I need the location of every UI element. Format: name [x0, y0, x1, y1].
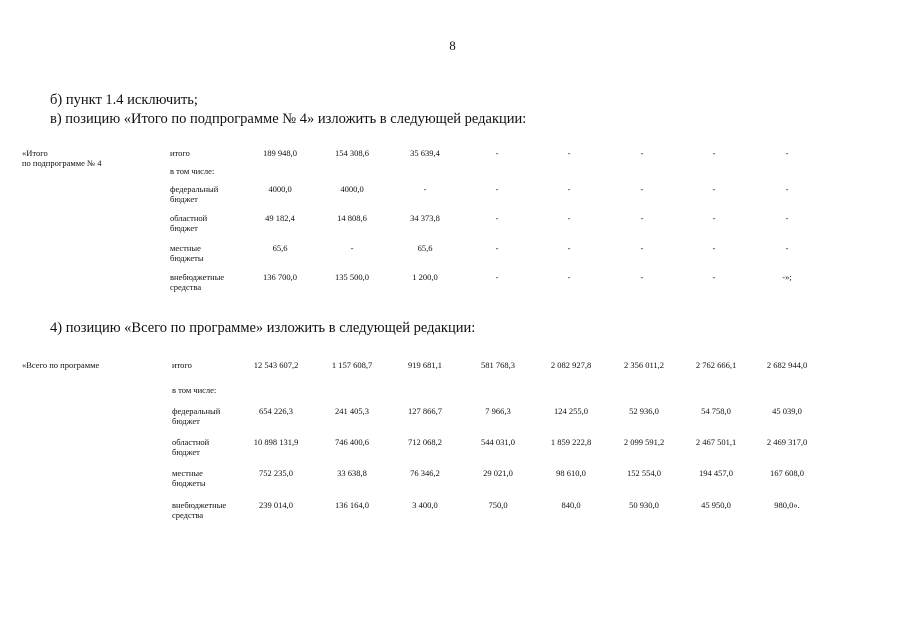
row-name: федеральный: [170, 184, 219, 194]
table-cell: 50 930,0: [629, 500, 659, 510]
table-cell: 124 255,0: [554, 406, 588, 416]
table-cell: 49 182,4: [265, 213, 295, 223]
table-cell: -: [567, 272, 571, 282]
row-name: местные: [172, 468, 203, 478]
table-cell: 10 898 131,9: [253, 437, 299, 447]
table-cell: 919 681,1: [408, 360, 442, 370]
table-cell: -: [567, 243, 571, 253]
row-name: федеральный: [172, 406, 221, 416]
table-cell: -: [785, 148, 789, 158]
table-cell: 4000,0: [340, 184, 364, 194]
table-cell: -: [495, 184, 499, 194]
table-cell: 33 638,8: [337, 468, 367, 478]
row-name: областной: [170, 213, 208, 223]
row-name-line2: бюджет: [172, 416, 200, 426]
table-cell: -: [712, 243, 716, 253]
table-cell: -: [567, 184, 571, 194]
table-cell: -»;: [782, 272, 792, 282]
table-cell: -: [640, 148, 644, 158]
table-cell: -: [640, 213, 644, 223]
row-name: местные: [170, 243, 201, 253]
table-cell: 4000,0: [268, 184, 292, 194]
table-cell: 840,0: [561, 500, 581, 510]
paragraph-4: 4) позицию «Всего по программе» изложить в следующей редакции:: [50, 320, 476, 336]
row-name: итого: [172, 360, 192, 370]
table-cell: 14 808,6: [337, 213, 367, 223]
table-cell: 167 608,0: [770, 468, 804, 478]
table-cell: 136 700,0: [263, 272, 297, 282]
page-number: 8: [449, 38, 456, 53]
row-name-line2: бюджет: [170, 223, 198, 233]
table-cell: -: [712, 184, 716, 194]
table-cell: 712 068,2: [408, 437, 442, 447]
table-cell: 12 543 607,2: [253, 360, 299, 370]
table-cell: -: [712, 148, 716, 158]
table-cell: 750,0: [488, 500, 508, 510]
table-cell: 2 099 591,2: [623, 437, 665, 447]
table-cell: -: [785, 213, 789, 223]
table-cell: 76 346,2: [410, 468, 440, 478]
table-cell: 152 554,0: [627, 468, 661, 478]
table1-label-line2: по подпрограмме № 4: [22, 158, 102, 168]
paragraph-v: в) позицию «Итого по подпрограмме № 4» изложить в следующей редакции:: [50, 111, 527, 127]
table-cell: -: [712, 213, 716, 223]
table-cell: -: [350, 243, 354, 253]
row-name: внебюджетные: [170, 272, 225, 282]
row-name: в том числе:: [170, 166, 215, 176]
row-name-line2: бюджет: [172, 447, 200, 457]
table-cell: 34 373,8: [410, 213, 440, 223]
table-cell: -: [495, 148, 499, 158]
table-cell: 35 639,4: [410, 148, 440, 158]
table-cell: 2 356 011,2: [623, 360, 665, 370]
table-cell: 752 235,0: [259, 468, 293, 478]
table-cell: -: [712, 272, 716, 282]
table-cell: 45 039,0: [772, 406, 802, 416]
table-cell: 544 031,0: [481, 437, 515, 447]
table-cell: 189 948,0: [263, 148, 297, 158]
row-name: областной: [172, 437, 210, 447]
table-cell: 136 164,0: [335, 500, 369, 510]
table-cell: 65,6: [272, 243, 288, 253]
table-cell: 7 966,3: [485, 406, 511, 416]
table-cell: 3 400,0: [412, 500, 438, 510]
table-cell: 135 500,0: [335, 272, 369, 282]
table-cell: 194 457,0: [699, 468, 733, 478]
table-cell: 52 936,0: [629, 406, 659, 416]
row-name-line2: бюджет: [170, 194, 198, 204]
table-cell: 45 950,0: [701, 500, 731, 510]
row-name-line2: средства: [170, 282, 202, 292]
table-cell: -: [567, 213, 571, 223]
row-name: итого: [170, 148, 190, 158]
table-cell: -: [495, 272, 499, 282]
table-cell: 29 021,0: [483, 468, 513, 478]
paragraph-b: б) пункт 1.4 исключить;: [50, 92, 198, 108]
table-cell: 2 682 944,0: [766, 360, 808, 370]
table-cell: 65,6: [417, 243, 433, 253]
table-cell: 1 157 608,7: [331, 360, 373, 370]
table-cell: 54 758,0: [701, 406, 731, 416]
table1-label-line1: «Итого: [22, 148, 48, 158]
table-cell: 2 082 927,8: [550, 360, 592, 370]
table-cell: 98 610,0: [556, 468, 586, 478]
table-cell: 980,0».: [774, 500, 800, 510]
table-cell: 1 859 222,8: [550, 437, 592, 447]
table-cell: -: [640, 243, 644, 253]
row-name: внебюджетные: [172, 500, 227, 510]
table-cell: 241 405,3: [335, 406, 369, 416]
table-cell: -: [785, 243, 789, 253]
table-cell: 154 308,6: [335, 148, 369, 158]
table-cell: -: [640, 272, 644, 282]
table-cell: -: [495, 213, 499, 223]
row-name-line2: бюджеты: [170, 253, 204, 263]
table-cell: 2 469 317,0: [766, 437, 808, 447]
table-cell: -: [495, 243, 499, 253]
row-name-line2: средства: [172, 510, 204, 520]
table-cell: -: [423, 184, 427, 194]
table-cell: 2 467 501,1: [695, 437, 737, 447]
table-cell: 239 014,0: [259, 500, 293, 510]
row-name-line2: бюджеты: [172, 478, 206, 488]
table-cell: 746 400,6: [335, 437, 369, 447]
table2-label: «Всего по программе: [22, 360, 100, 370]
table-cell: 1 200,0: [412, 272, 438, 282]
table-cell: -: [640, 184, 644, 194]
table-cell: -: [567, 148, 571, 158]
row-name: в том числе:: [172, 385, 217, 395]
table-cell: 2 762 666,1: [695, 360, 737, 370]
table-cell: -: [785, 184, 789, 194]
table-cell: 127 866,7: [408, 406, 442, 416]
table-cell: 581 768,3: [481, 360, 515, 370]
table-cell: 654 226,3: [259, 406, 293, 416]
